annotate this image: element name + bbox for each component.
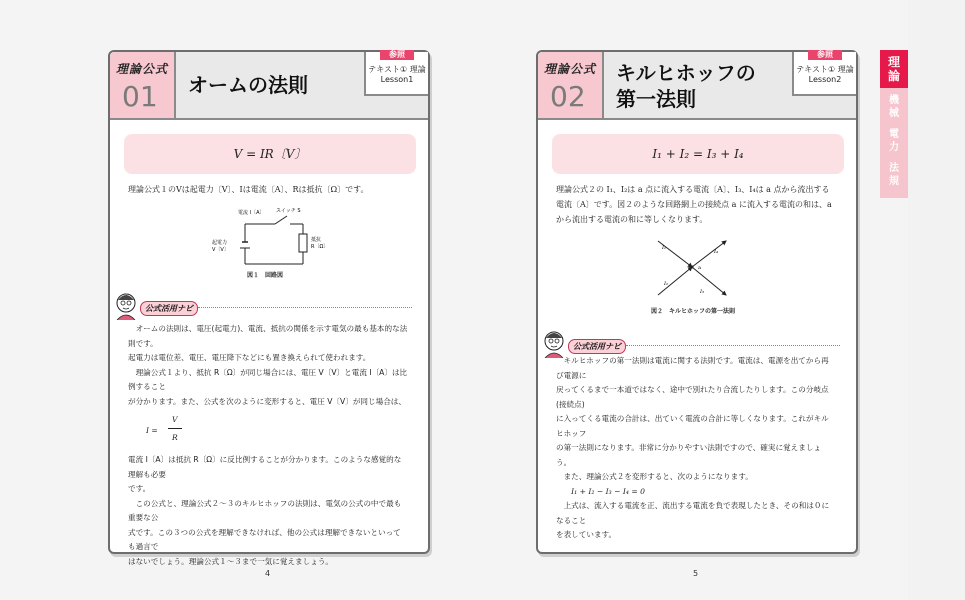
intro-line-2: 電流〔A〕です。図２のような回路網上の接続点 a に流入する電流の和は、a (556, 200, 832, 209)
label-resistance: R〔Ω〕 (311, 244, 329, 250)
side-tab-power[interactable]: 電力 (889, 129, 899, 153)
label-voltage: V〔V〕 (212, 247, 229, 253)
navi-line-6: です。 (128, 484, 151, 493)
intro-text (556, 182, 838, 227)
label-switch: スイッチ S (276, 208, 301, 214)
navi-line-8: 式です。この３つの公式を理解できなければ、他の公式は理解できないといっても過言で (128, 527, 401, 551)
label-i2: I₂ (664, 281, 668, 287)
reference-box (364, 52, 428, 96)
navi-label: 公式活用ナビ (568, 339, 626, 354)
navi-divider (626, 345, 840, 346)
formula-box: I₁ + I₂ = I₃ + I₄ (552, 134, 844, 174)
navi-line-1: キルヒホッフの第一法則は電流に関する法則です。電流は、電源を出てから再び電源に (556, 356, 829, 380)
navi-header (114, 292, 414, 322)
label-resistor: 抵抗 (311, 237, 322, 243)
fraction-denominator: R (172, 433, 178, 442)
reference-lesson: Lesson2 (808, 75, 842, 84)
navi-line-7: を表しています。 (556, 530, 617, 539)
navi-body (556, 354, 836, 543)
badge-number: 01 (122, 80, 158, 113)
navi-formula: I₁ + I₂ − I₃ − I₄ = 0 (556, 486, 645, 496)
reference-box (792, 52, 856, 96)
badge-label: 理論公式 (544, 62, 597, 76)
navi-line-3: に入ってくる電流の合計は、出ていく電流の合計に等しくなります。これがキルヒホッフ (556, 414, 829, 438)
formula-card (108, 50, 430, 566)
side-tab-law[interactable]: 法規 (889, 163, 899, 187)
label-i3: I₃ (700, 289, 704, 295)
reference-text: テキスト① 理論 (796, 65, 854, 74)
reference-text: テキスト① 理論 (368, 65, 426, 74)
kirchhoff-junction-diagram (648, 237, 738, 299)
badge-number: 02 (550, 80, 586, 113)
navi-line-3: 理論公式１より、抵抗 R〔Ω〕が同じ場合には、電圧 V〔V〕と電流 I〔A〕は比例すること (128, 367, 408, 391)
formula-card (536, 50, 858, 554)
teacher-icon (114, 292, 140, 320)
navi-line-5: 電流 I〔A〕は抵抗 R〔Ω〕に反比例することが分かります。このような感覚的な理解も必要 (128, 455, 402, 479)
formula-badge (538, 52, 604, 118)
card-header (110, 52, 428, 120)
figure-caption: 図１ 回路図 (246, 272, 283, 279)
intro-line-1: 理論公式２の I₁、I₂は a 点に流入する電流〔A〕、I₃、I₄は a 点から流出する (556, 185, 830, 194)
navi-fraction (128, 409, 408, 453)
fraction-bar (168, 428, 182, 429)
right-page (454, 0, 908, 600)
reference-lesson: Lesson1 (380, 75, 414, 84)
reference-tag: 参照 (380, 50, 414, 60)
navi-line-1: オームの法則は、電圧(起電力)、電流、抵抗の関係を示す電気の最も基本的な法則です。 (128, 324, 408, 348)
navi-line-9: はないでしょう。理論公式１～３まで一気に覚えましょう。 (128, 556, 334, 566)
intro-line-3: から流出する電流の和に等しくなります。 (556, 215, 708, 224)
navi-line-6: 上式は、流入する電流を正、流出する電流を負で表現したとき、その和は０になること (556, 501, 830, 525)
badge-label: 理論公式 (116, 62, 169, 76)
figure-caption: 図２ キルヒホッフの第一法則 (651, 308, 735, 315)
reference-tag: 参照 (808, 50, 842, 60)
card-title-line-2: 第一法則 (616, 87, 696, 111)
left-page (0, 0, 454, 600)
side-tab-machine[interactable]: 機械 (889, 95, 899, 119)
page-number: 4 (265, 569, 271, 578)
fraction-numerator: V (172, 415, 178, 424)
navi-line-4: の第一法則になります。非常に分かりやすい法則ですので、確実に覚えましょう。 (556, 443, 822, 467)
card-header (538, 52, 856, 120)
navi-line-5: また、理論公式２を変形すると、次のようになります。 (556, 472, 753, 481)
navi-label: 公式活用ナビ (140, 301, 198, 316)
navi-line-4: が分かります。また、公式を次のように変形すると、電圧 V〔V〕が同じ場合は、 (128, 396, 406, 406)
fraction-lhs: I = (146, 426, 158, 435)
side-tab-inactive (880, 88, 908, 198)
card-title-line-1: キルヒホッフの (616, 61, 756, 85)
side-tab-active[interactable] (880, 50, 908, 88)
navi-line-2: 戻ってくるまで一本道ではなく、途中で別れたり合流したりします。この分岐点(接続点) (556, 385, 829, 409)
chapter-side-tab (880, 50, 908, 198)
intro-text: 理論公式１のVは起電力〔V〕、Iは電流〔A〕、Rは抵抗〔Ω〕です。 (128, 185, 369, 194)
navi-line-7: この公式と、理論公式２～３のキルヒホッフの法則は、電気の公式の中で最も重要な公 (128, 498, 402, 522)
label-node-a: a (698, 265, 701, 271)
navi-line-2: 起電力は電位差、電圧、電圧降下などにも置き換えられて使われます。 (128, 353, 371, 362)
label-current: 電流 I〔A〕 (238, 210, 265, 216)
formula-badge (110, 52, 176, 118)
navi-divider (198, 307, 412, 308)
side-tab-active-label: 理論 (887, 55, 900, 83)
label-i4: I₄ (714, 249, 718, 255)
card-title: オームの法則 (188, 73, 308, 97)
label-emf: 起電力 (212, 240, 228, 246)
formula-box: V = IR〔V〕 (124, 134, 416, 174)
page-number: 5 (693, 569, 699, 578)
label-i1: I₁ (662, 245, 666, 251)
navi-body (128, 322, 408, 569)
